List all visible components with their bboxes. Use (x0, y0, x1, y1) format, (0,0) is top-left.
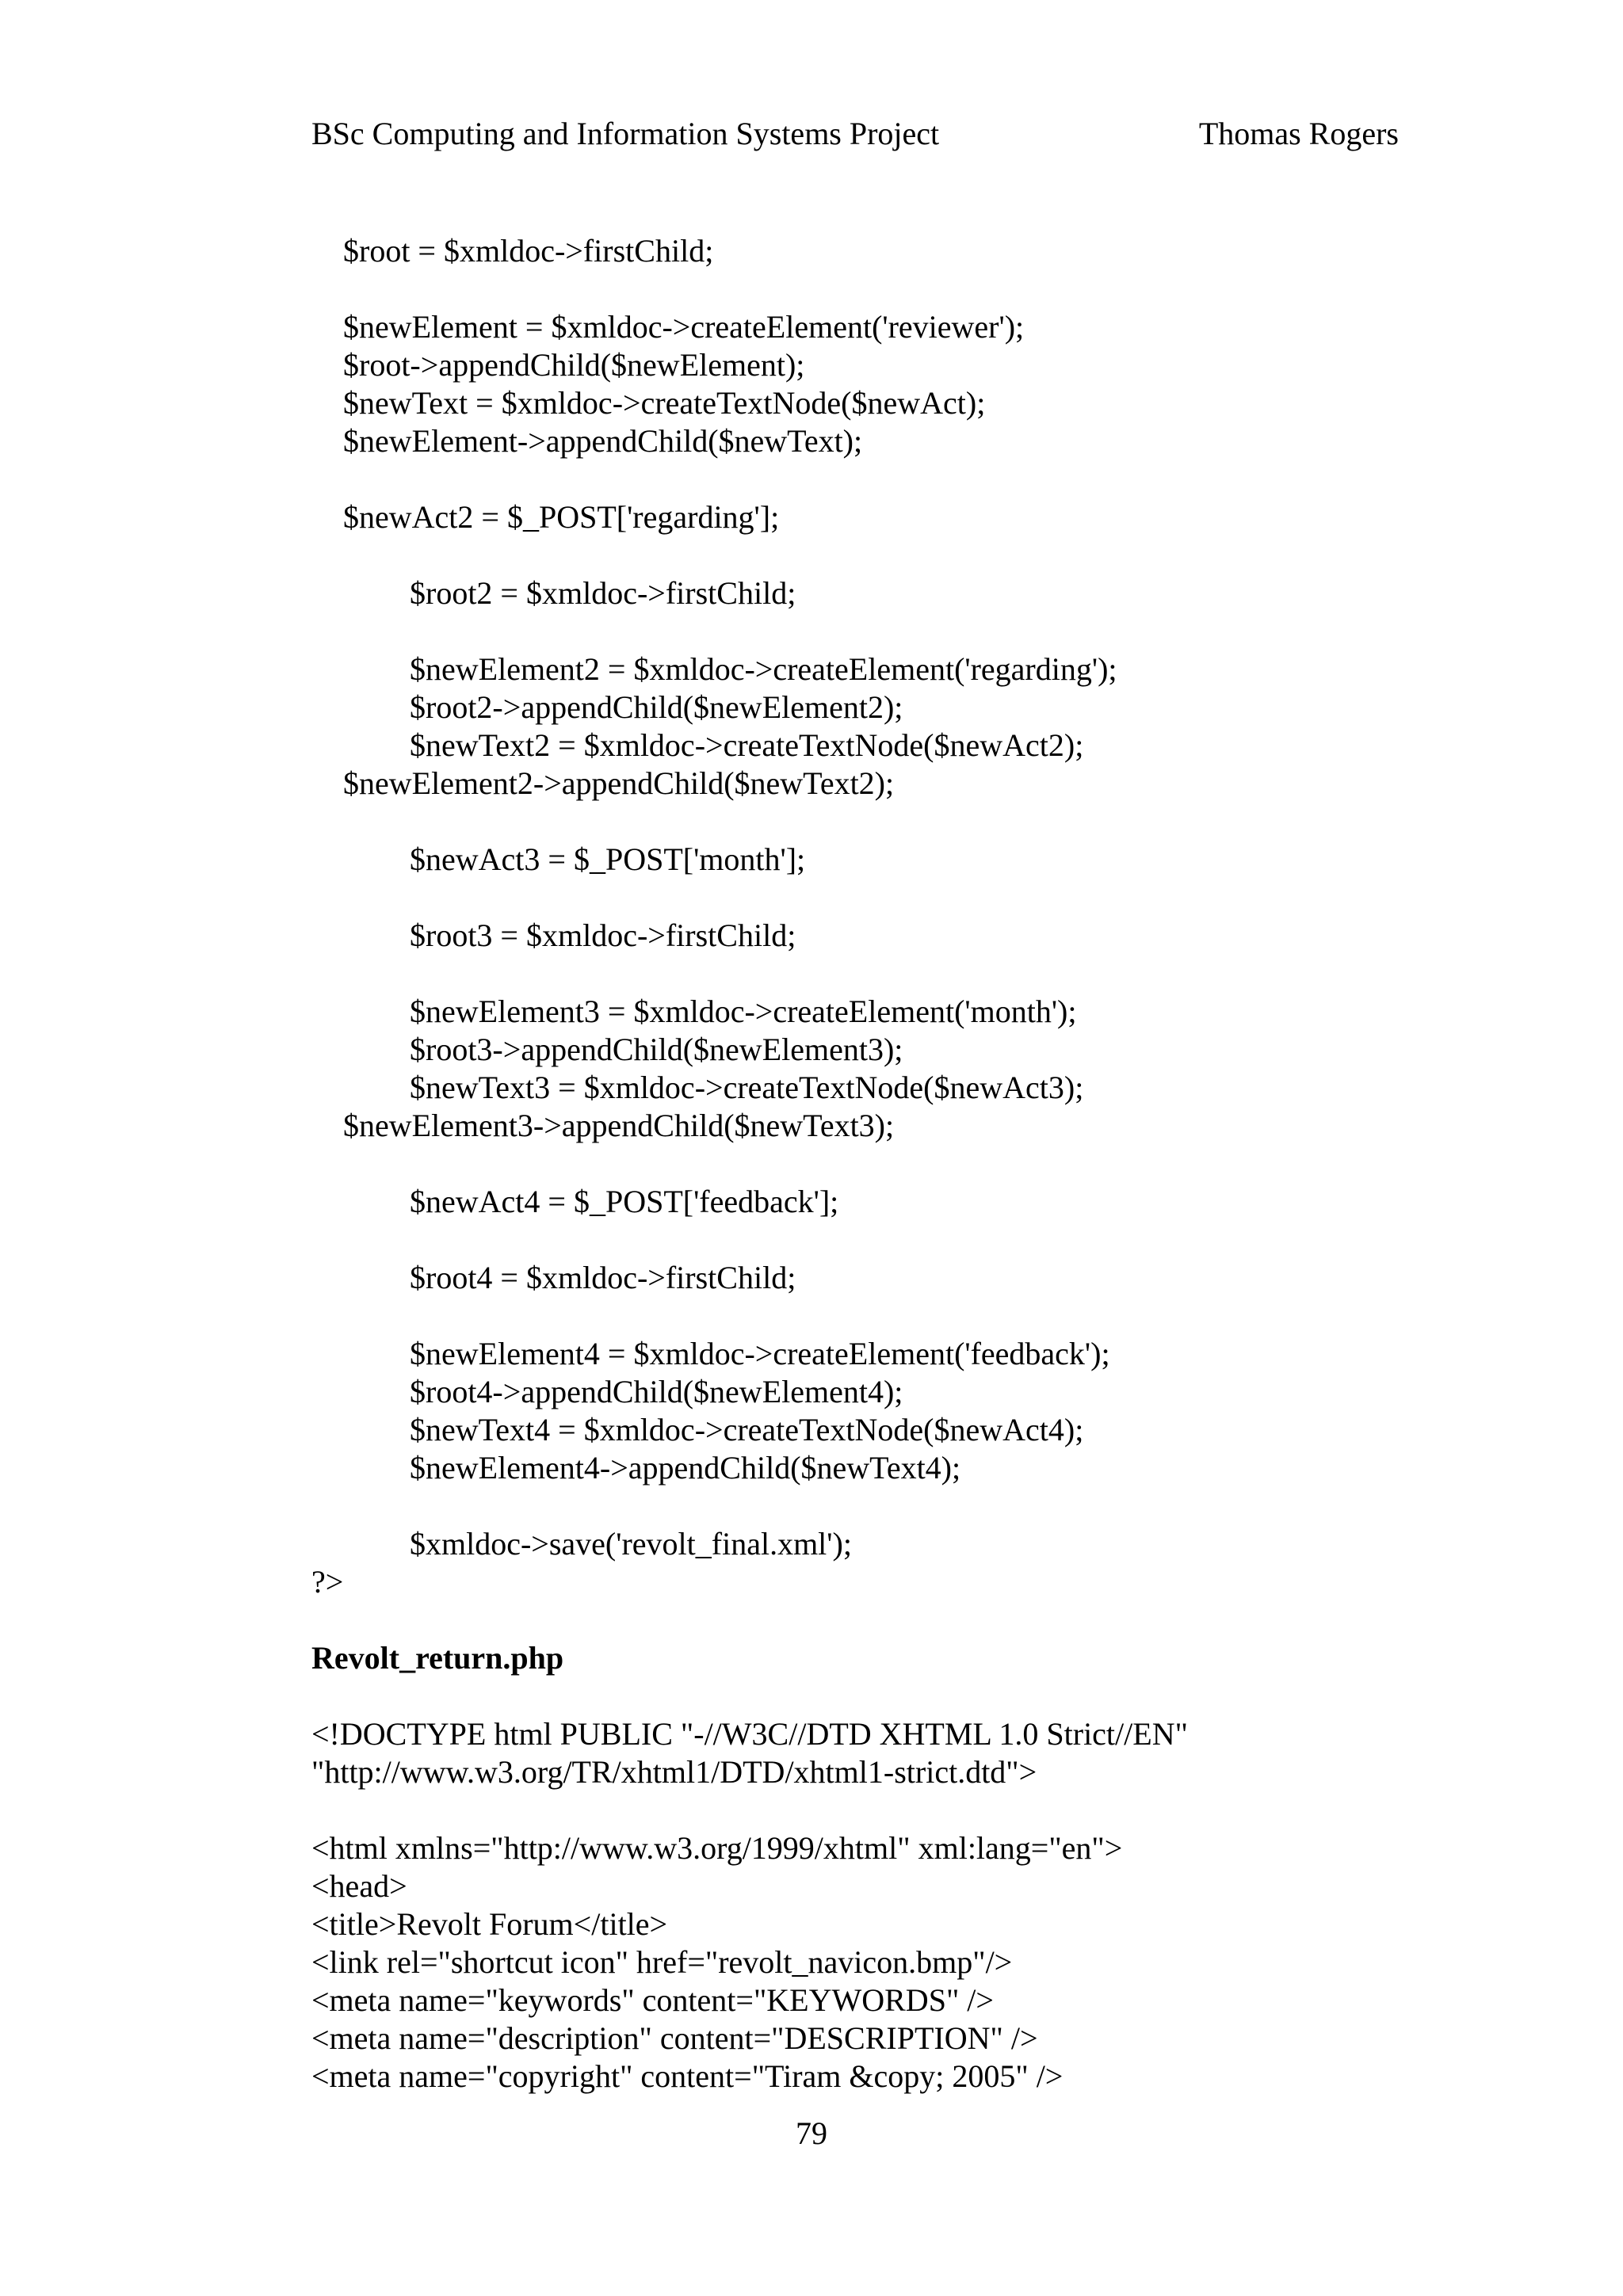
code-line: $newText3 = $xmldoc->createTextNode($newAct3); (410, 1070, 1084, 1105)
code-line: $root4->appendChild($newElement4); (410, 1374, 903, 1409)
code-line: "http://www.w3.org/TR/xhtml1/DTD/xhtml1-strict.dtd"> (311, 1754, 1037, 1790)
code-line: ?> (311, 1564, 344, 1600)
code-line: <link rel="shortcut icon" href="revolt_navicon.bmp"/> (311, 1944, 1013, 1980)
code-line: <!DOCTYPE html PUBLIC "-//W3C//DTD XHTML 1.0 Strict//EN" (311, 1716, 1188, 1752)
code-line: $newElement3->appendChild($newText3); (343, 1108, 895, 1143)
code-line: $newAct4 = $_POST['feedback']; (410, 1184, 839, 1219)
code-line: $root4 = $xmldoc->firstChild; (410, 1260, 796, 1295)
code-line: $newAct3 = $_POST['month']; (410, 841, 806, 877)
code-line: <html xmlns="http://www.w3.org/1999/xhtml" xml:lang="en"> (311, 1830, 1123, 1866)
code-line: $root2->appendChild($newElement2); (410, 689, 903, 725)
code-line: <meta name="copyright" content="Tiram &copy; 2005" /> (311, 2058, 1064, 2094)
code-line: <meta name="description" content="DESCRIPTION" /> (311, 2020, 1038, 2056)
code-line: <head> (311, 1868, 407, 1904)
page-number: 79 (796, 2115, 827, 2151)
code-line: $newText2 = $xmldoc->createTextNode($newAct2); (410, 727, 1084, 763)
code-line: $newElement = $xmldoc->createElement('reviewer'); (343, 309, 1025, 345)
code-line: $root->appendChild($newElement); (343, 347, 805, 383)
code-line: <meta name="keywords" content="KEYWORDS" /> (311, 1982, 994, 2018)
code-line: $newElement2 = $xmldoc->createElement('regarding'); (410, 651, 1117, 687)
code-line: $newAct2 = $_POST['regarding']; (343, 499, 780, 535)
code-line: $newElement2->appendChild($newText2); (343, 765, 895, 801)
code-line: $root2 = $xmldoc->firstChild; (410, 575, 796, 611)
section-heading: Revolt_return.php (311, 1640, 564, 1676)
header-course-title: BSc Computing and Information Systems Project (311, 116, 940, 151)
code-line: $newElement3 = $xmldoc->createElement('month'); (410, 994, 1077, 1029)
code-line: $newElement->appendChild($newText); (343, 423, 863, 459)
code-line: $newElement4 = $xmldoc->createElement('feedback'); (410, 1336, 1110, 1371)
code-line: $newText4 = $xmldoc->createTextNode($newAct4); (410, 1412, 1084, 1447)
header-author: Thomas Rogers (1198, 116, 1399, 151)
code-line: <title>Revolt Forum</title> (311, 1906, 668, 1942)
code-line: $root3->appendChild($newElement3); (410, 1032, 903, 1067)
code-line: $newText = $xmldoc->createTextNode($newAct); (343, 385, 986, 421)
code-line: $root3 = $xmldoc->firstChild; (410, 917, 796, 953)
code-line: $newElement4->appendChild($newText4); (410, 1450, 961, 1486)
page-header (311, 110, 1399, 158)
code-line: $xmldoc->save('revolt_final.xml'); (410, 1526, 852, 1562)
code-line: $root = $xmldoc->firstChild; (343, 233, 714, 269)
